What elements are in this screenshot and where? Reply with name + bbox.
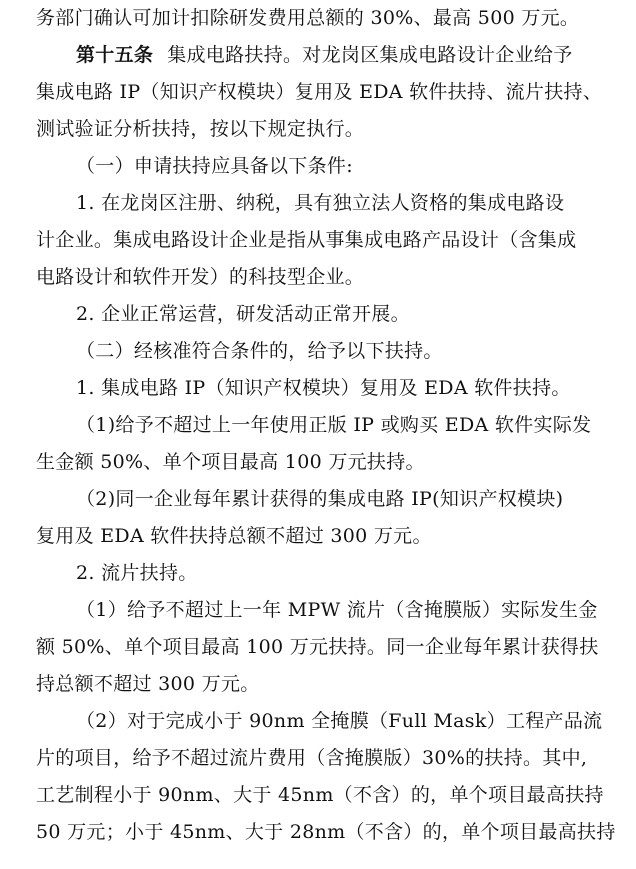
text-line: （1)给予不超过上一年使用正版 IP 或购买 EDA 软件实际发 — [76, 414, 592, 436]
text-line: 片的项目，给予不超过流片费用（含掩膜版）30%的扶持。其中, — [36, 747, 588, 769]
text-line: 50 万元；小于 45nm、大于 28nm（不含）的，单个项目最高扶持 — [36, 821, 616, 843]
text-line: 持总额不超过 300 万元。 — [36, 673, 260, 695]
text-line: 1. 在龙岗区注册、纳税，具有独立法人资格的集成电路设 — [76, 192, 565, 214]
text-line: 务部门确认可加计扣除研发费用总额的 30%、最高 500 万元。 — [36, 7, 580, 29]
text-line: 集成电路 IP（知识产权模块）复用及 EDA 软件扶持、流片扶持、 — [36, 81, 603, 103]
text-line: 生金额 50%、单个项目最高 100 万元扶持。 — [36, 451, 425, 473]
text-line: （1）给予不超过上一年 MPW 流片（含掩膜版）实际发生金 — [76, 599, 598, 621]
text-line: （2）对于完成小于 90nm 全掩膜（Full Mask）工程产品流 — [76, 710, 603, 732]
text-line: （2)同一企业每年累计获得的集成电路 IP(知识产权模块) — [76, 488, 564, 510]
section-heading: （一）申请扶持应具备以下条件: — [76, 155, 353, 177]
text-line: 2. 流片扶持。 — [76, 562, 198, 584]
text-line: 复用及 EDA 软件扶持总额不超过 300 万元。 — [36, 525, 432, 547]
section-heading: （二）经核准符合条件的，给予以下扶持。 — [76, 340, 443, 362]
text-line: 电路设计和软件开发）的科技型企业。 — [36, 266, 365, 288]
text-line: 工艺制程小于 90nm、大于 45nm（不含）的，单个项目最高扶持 — [36, 784, 604, 806]
text-line: 1. 集成电路 IP（知识产权模块）复用及 EDA 软件扶持。 — [76, 377, 571, 399]
text-line: 2. 企业正常运营，研发活动正常开展。 — [76, 303, 410, 325]
article-title-text: 集成电路扶持。对龙岗区集成电路设计企业给予 — [167, 44, 573, 66]
text-line: 测试验证分析扶持，按以下规定执行。 — [36, 118, 365, 140]
article-number: 第十五条 — [76, 44, 154, 66]
text-line: 额 50%、单个项目最高 100 万元扶持。同一企业每年累计获得扶 — [36, 636, 599, 658]
text-line: 计企业。集成电路设计企业是指从事集成电路产品设计（含集成 — [36, 229, 577, 251]
article-15-heading-line — [0, 40, 636, 70]
